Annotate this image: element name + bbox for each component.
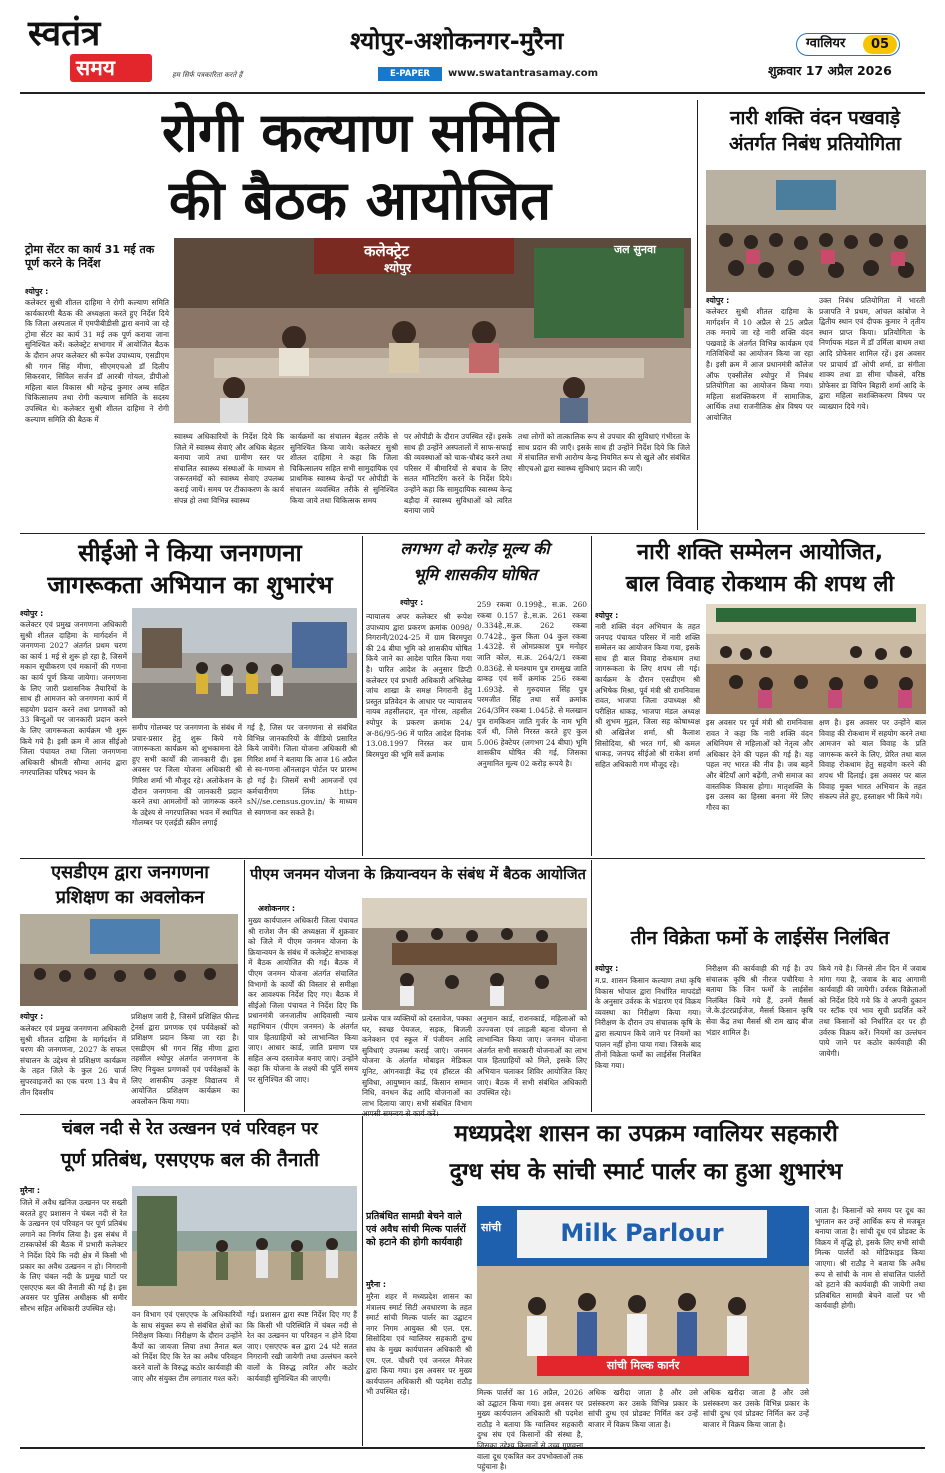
sammelan-col-2: इस अवसर पर पूर्व मंत्री श्री रामनिवास रावत ने कहा कि नारी शक्ति वंदन अधिनियम से महिलाओं को नेतृत्व और अधिकार देने की पहल की गई है। यह पहल नए भारत की नीव है। जब बहनें और बेटियाँ आगे बढ़ेंगी, तभी समाज का वास्तविक विकास होगा। मातृशक्ति के इस उत्सव का हिस्सा बनना मेरे लिए गौरव का [706,718,813,812]
col-rule [591,860,592,1112]
masthead [0,0,945,92]
sdm-photo [20,914,238,1006]
sdm-col-1: कलेक्टर एवं प्रमुख जनगणना अधिकारी सुश्री शीतल दाहिमा के मार्गदर्शन में चरण की जनगणना, 2027 के सफल संचालन के उद्देश्य से प्रशिक्षण कार्यक्रम के तहत जिले के कुल 26 चार्ज सुपरवाइजरों का एक चरण 13 बैच में तीन दिवसीय [20,1024,126,1097]
chambal-col-1: जिले में अवैध खनिज उत्खनन पर सख्ती बरतते हुए प्रशासन ने चंबल नदी से रेत के उत्खनन एवं परिवहन पर पूर्ण प्रतिबंध लगाने का निर्णय लिया है। इस संबंध में टास्कफोर्स की बैठक में प्रभारी कलेक्टर ने निर्देश दिये कि नदी क्षेत्र में किसी भी प्रकार का अवैध उत्खनन न हो। निगरानी के लिए चंबल नदी के प्रमुख घाटों पर एसएएफ बल की तैनाती की गई है। इस अवसर पर पुलिस अधीक्षक श्री समीर सौरभ सहित अधिकारी उपस्थित रहे। [20,1198,127,1313]
land-headline-2: भूमि शासकीय घोषित [413,565,537,584]
ceo-col-2: समीप गोलम्बर पर जनगणना के संबंध में प्रचार-प्रसार हेतु शुरू किये गये जागरूकता कार्यक्रम को शुभकामना देते हुए सभी कार्यों की जानकारी दी। इस अवसर पर जिला योजना अधिकारी श्री गिरिश शर्मा भी मौजूद रहे। अलोकेशन के दौरान जनगणना की जानकारी प्रदान करने तथा आमलोगों को जागरूक करने के उद्देश्य से नगरपालिका भवन में स्थापित गोलम्बर पर एलईडी स्क्रीन लगाई [132,723,242,828]
sammelan-col-1: नारी शक्ति वंदन अभियान के तहत जनपद पंचायत परिसर में नारी शक्ति सम्मेलन का आयोजन किया गया, इसके साथ ही बाल विवाह रोकथाम तथा जागरूकता के लिए शपथ ली गई। कार्यक्रम के दौरान एसडीएम श्री अभिषेक मिश्रा, पूर्व मंत्री श्री रामनिवास रावत, भाजपा जिला उपाध्यक्ष श्री परीक्षित धाकड़, भाजपा मंडल अध्यक्ष श्री शुभम मुद्गल, जिला सह कोषाध्यक्ष श्री अखिलेश शर्मा, श्री कैलाश सिसोदिया, श्री भरत गर्ग, श्री कमल धाकड़, जनपद सीईओ श्री राकेश शर्मा सहित अधिकारी गण मौजूद रहे। [595,622,700,769]
ceo-headline-2: जागरूकता अभियान का शुभारंभ [47,571,333,599]
parlour-brand: सांची [481,1221,502,1234]
epaper-label: E-PAPER [378,67,442,81]
janman-photo [362,898,587,1010]
license-col-3: किये गये है। जिनसे तीन दिन में जवाब मांगा गया है, जवाब के बाद आगामी कार्यवाही की जायेगी। उर्वरक विक्रेताओं को निर्देश दिये गये कि वे अपनी दुकान पर स्टॉक एवं भाव सूची प्रदर्शित करें तथा किसानों को निर्धारित दर पर ही उर्वरक विक्रय करें। नियमों का उल्लंघन पाये जाने पर कठोर कार्यवाही की जायेगी। [819,964,926,1058]
license-headline: तीन विक्रेता फर्मो के लाईसेंस निलंबित [630,927,890,949]
col-rule [362,536,363,856]
sanchi-col-3: अधिक खरीदा जाता है और उसे प्रसंस्करण कर उसके विभिन्न प्रकार के सांची दुग्ध एवं प्रोडक्ट निर्मित कर उन्हें बाजार में विक्रय किया जाता है। [588,1388,698,1429]
sammelan-dateline: श्योपुर : [595,611,619,620]
lead-col-2: स्वास्थ्य अधिकारियों के निर्देश दिये कि जिले में स्वास्थ्य सेवाएं और अधिक बेहतर बनाया जाये तथा ग्रामीण स्तर पर संचालित स्वास्थ्य संस्थाओं के माध्यम से जरूरतमंदों को स्वास्थ्य सेवाएं उपलब्ध कराई जायें। समय पर टीकाकरण के कार्य संपन्न हो तथा विभिन्न स्वास्थ्य [174,432,284,505]
janman-col-1: मुख्य कार्यपालन अधिकारी जिला पंचायत श्री राजेश जैन की अध्यक्षता में शुक्रवार को जिले में पीएम जनमन योजना के क्रियान्वयन के संबंध में कलेक्ट्रेट सभाकक्ष में बैठक आयोजित की गई। बैठक में पीएम जनमन योजना अंतर्गत संचालित विभागों के कार्यों की विस्तार से समीक्षा कर आवश्यक निर्देश दिए गए। बैठक में सीईओ जिला पंचायत ने निर्देश दिए कि प्रधानमंत्री जनजातीय आदिवासी न्याय महाभियान (पीएम जनमन) के अंतर्गत पात्र हितग्राहियों को लाभान्वित किया जाए। आधार कार्ड, जाति प्रमाण पत्र सहित अन्य दस्तावेज बनाए जाएं। उन्होंने कहा कि योजना के लक्ष्यों की पूर्ति समय पर सुनिश्चित की जाए। [248,916,358,1084]
lead-col-4: पर ओपीडी के दौरान उपस्थित रहें। इसके साथ ही उन्होंने अस्पतालों में साफ-सफाई की व्यवस्थाओं को चाक-चौबंद करने तथा परिसर में बीमारियों से बचाव के लिए सतत मॉनिटरिंग करने के निर्देश दिये। उन्होंने कहा कि सामुदायिक स्वास्थ्य केन्द्र बड़ौदा में स्वास्थ्य सुविधाओं को त्वरित बनाया जाये [404,432,512,516]
footer-rule [20,1447,925,1449]
sammelan-photo [706,604,926,714]
masthead-rule [20,92,925,94]
lead-col-1: कलेक्टर सुश्री शीतल दाहिमा ने रोगी कल्याण समिति कार्यकारणी बैठक की अध्यक्षता करते हुए निर्देश दिये कि जिला अस्पताल में एमपीबीडीसी द्वारा बनाये जा रहे ट्रोमा सेंटर का कार्य 31 मई तक पूर्ण कराया जाना सुनिश्चित करें। कलेक्ट्रेट सभागार में आयोजित बैठक के दौरान अपर कलेक्टर श्री रूपेश उपाध्याय, एसडीएम श्री गगन सिंह मीणा, सीएमएचओ डॉ दिलीप सिकरवार, सिविल सर्जन डॉ आरबी गोयल, डीपीओ महिला बाल विकास श्री महेन्द्र कुमार अम्ब सहित चिकित्सालय तथा रोगी कल्याण समिति के सदस्य उपस्थित थे। कलेक्टर सुश्री शीतल दाहिमा ने रोगी कल्याण समिति की बैठक में [25,298,169,424]
col-rule [244,860,245,1112]
sanchi-col-1: मुरैना शहर में मध्यप्रदेश शासन का मंत्रालय स्मार्ट सिटी अवधारणा के तहत स्मार्ट सांची मिल्क पार्लर का उद्घाटन नगर निगम आयुक्त श्री एल. एस. सिसोदिया एवं ग्वालियर सहकारी दुग्ध संघ के मुख्य कार्यपालन अधिकारी श्री एम. एल. चौधरी एवं जनरल मैनेजर द्वारा किया गया। इस अवसर पर मुख्य कार्यपालन अधिकारी श्री पदमेश राठौड़ भी उपस्थित रहे। [366,1292,472,1397]
rally-photo [132,608,357,718]
nari-essay-col-2: उक्त निबंध प्रतियोगिता में भारती प्रजापति ने प्रथम, आंचल कांबोज ने द्वितीय स्थान एवं दीपक कुमार ने तृतीय स्थान प्राप्त किया। प्रतियोगिता के निर्णायक मंडल में डॉ उर्मिला बाथम तथा आदि प्रोफेसर शामिल रहें। इस अवसर पर प्राचार्य डॉ ओपी शर्मा, डा संगीता शाक्य तथा डा सीमा चौकसे, वरिष्ठ प्रोफेसर डा विपिन बिहारी शर्मा आदि के द्वारा महिला सशक्तिकरण विषय पर व्याख्यान दिये गये। [819,296,925,411]
parlour-sign: Milk Parlour [560,1219,724,1247]
license-col-2: निरीक्षण की कार्यवाही की गई है। उप संचालक कृषि श्री नीरज पचौरिया ने बताया कि जिन फर्मों के लाईसेंस निलंबित किये गये हैं, उनमें मैसर्स जे.के.इंटरप्राईजेज, मैसर्स किसान कृषि सेवा केंद्र तथा मैसर्स श्री राम खाद बीज भंडार शामिल है। [706,964,813,1037]
essay-photo [706,170,926,292]
sanchi-col-3b: अधिक खरीदा जाता है और उसे प्रसंस्करण कर उसके विभिन्न प्रकार के सांची दुग्ध एवं प्रोडक्ट निर्मित कर उन्हें बाजार में विक्रय किया जाता है। [703,1388,809,1429]
janman-dateline: अशोकनगर : [258,904,296,913]
row-rule-3 [20,1114,925,1115]
lead-headline-2: की बैठक आयोजित [168,169,552,232]
nari-essay-dateline: श्योपुर : [706,296,730,305]
col-rule [697,100,698,530]
nari-essay-col-1: कलेक्टर सुश्री शीतल दाहिमा के मार्गदर्शन में 10 अप्रैल से 25 अप्रैल तक मनाये जा रहे नारी शक्ति वंदन पखवाड़े के अंतर्गत विभिन्न कार्यक्रम एवं गतिविधियों का आयोजन किया जा रहा है। इसी क्रम में आज प्रधानमंत्री कॉलेज ऑफ एक्सीलेंस श्योपुर में निबंध प्रतियोगिता का आयोजन किया गया। महिला सशक्तिकरण में सामाजिक, आर्थिक तथा राजनीतिक क्षेत्र विषय पर आयोजित [706,307,813,422]
meeting-photo [174,238,691,423]
janman-col-3: अनुमान कार्ड, राशनकार्ड, महिलाओं को उज्ज्वला एवं लाड़ली बहना योजना से लाभान्वित किया जाए। जनमन योजना अंतर्गत सभी सरकारी योजनाओं का लाभ पात्र हितग्राहियों को मिले, इसके लिए अभियान चलाकर शिविर आयोजित किए जाएं। बैठक में सभी संबंधित अधिकारी उपस्थित रहे। [477,1014,587,1098]
sanchi-col-2: मिल्क पार्लरों का 16 अप्रैल, 2026 को उद्घाटन किया गया। इस अवसर पर मुख्य कार्यपालन अधिकारी श्री पदमेश राठौड़ ने बताया कि ग्वालियर सहकारी दुग्ध संघ एवं किसानों की संस्था है, जिसका उद्देश्य किसानों से उच्च गुणवत्ता वाला दूध एकत्रित कर उपभोक्ताओं तक पहुंचाना है। [477,1388,583,1472]
janman-headline: पीएम जनमन योजना के क्रियान्वयन के संबंध में बैठक आयोजित [250,867,586,883]
slogan: हम सिर्फ पत्रकारिता करते हैं [172,71,243,79]
nari-essay-headline-1: नारी शक्ति वंदन पखवाड़े [729,107,901,129]
edition-title: श्योपुर-अशोकनगर-मुरैना [350,27,564,55]
ceo-photo [132,608,357,718]
land-col-1: न्यायालय अपर कलेक्टर श्री रूपेश उपाध्याय द्वारा प्रकरण क्रमांक 0098/निगरानी/2024-25 में ग्राम बिरमपुरा की 24 बीघा भूमि को शासकीय घोषित किये जाने का आदेश पारित किया गया है। पारित आदेश के अनुसार डिप्टी कलेक्टर एवं प्रभारी अधिकारी अभिलेख जांच शाखा के समक्ष निगरानी हेतु प्रस्तुत प्रतिवेदन के आधार पर न्यायालय नायब तहसीलदार, वृत गोरस, तहसील श्योपुर के प्रकरण क्रमांक 24/अ-86/95-96 में पारित आदेश दिनांक 13.08.1997 निरस्त कर ग्राम बिरमपुरा की भूमि सर्वे क्रमांक [366,612,472,759]
sdm-col-2: प्रशिक्षण जारी है, जिसमें प्रशिक्षित फील्ड ट्रेनर्स द्वारा प्रगणक एवं पर्यवेक्षकों को प्रशिक्षण प्रदान किया जा रहा है। एसडीएम श्री गगन सिंह मीणा द्वारा तहसील श्योपुर अंतर्गत जनगणना के लिए नियुक्त प्रगणकों एवं पर्यवेक्षकों के लिए शासकीय उत्कृष्ट विद्यालय में आयोजित प्रशिक्षण कार्यक्रम का अवलोकन किया गया। [131,1012,239,1106]
chambal-col-3: गई। प्रशासन द्वारा स्पष्ट निर्देश दिए गए हैं कि किसी भी परिस्थिति में चंबल नदी से रेत का उत्खनन या परिवहन न होने दिया जाए। एसएएफ बल द्वारा 24 घंटे सतत निगरानी रखी जायेगी तथा उल्लंघन करने वालों के विरुद्ध त्वरित और कठोर कार्यवाही सुनिश्चित की जाएगी। [247,1310,357,1383]
sanchi-side-sub: प्रतिबंधित सामग्री बेचने वाले एवं अवैध सांची मिल्क पार्लरों को हटाने की होगी कार्यवाही [366,1211,466,1248]
ceo-dateline: श्योपुर : [20,609,44,618]
boardroom-photo [362,898,587,1010]
photo-banner-line-1: कलेक्ट्रेट [364,242,409,260]
sammelan-headline-1: नारी शक्ति सम्मेलन आयोजित, [636,540,884,565]
hall-photo [706,604,926,714]
chambal-col-2: वन विभाग एवं एसएएफ के अधिकारियों के साथ संयुक्त रूप से संबंधित क्षेत्रों का निरीक्षण किया। निरीक्षण के दौरान उन्होंने कैंपों का जायजा लिया तथा तैनात बल को निर्देश दिए कि रेत का अवैध परिवहन करने वालों के विरुद्ध कठोर कार्यवाही की जाए और संयुक्त टीम लगातार गश्त करें। [132,1310,242,1383]
lead-dateline: श्योपुर : [25,287,49,296]
lead-col-5: तथा लोगों को तात्कालिक रूप से उपचार की सुविधाएं गंभीरता के साथ प्रदान की जाएँ। इसके साथ ही उन्होंने निर्देश दिये कि जिले में संचालित सभी आरोग्य केन्द्र नियमित रूप से खुले और संबंधित सीएचओ द्वारा स्वास्थ्य सुविधाएं प्रदान की जाएँ। [518,432,690,473]
ceo-col-1: कलेक्टर एवं प्रमुख जनगणना अधिकारी सुश्री शीतल दाहिमा के मार्गदर्शन में जनगणना 2027 अंतर्गत प्रथम चरण का कार्य 1 मई से शुरू हो रहा है, जिसमें मकान सूचीकरण एवं मकानों की गणना का कार्य पूर्ण किया जायेगा। जनगणना के लिए जारी प्रशासनिक तैयारियों के साथ ही आमजन को जनगणना कार्य में सहयोग प्रदान करने तथा प्रगणकों को 33 बिन्दुओं पर जानकारी प्रदान करने के लिए जागरूकता कार्यक्रम भी शुरू किये गये है। इसी क्रम में आज सीईओ जिला पंचायत तथा जिला जनगणना अधिकारी श्रीमती सौम्या आनंद द्वारा नगरपालिका परिषद भवन के [20,620,127,778]
parlour-banner: सांची मिल्क कार्नर [606,1359,680,1372]
chambal-photo [132,1186,357,1306]
chambal-headline-1: चंबल नदी से रेत उत्खनन एवं परिवहन पर [62,1119,318,1139]
photo-banner-line-2: श्योपुर [384,261,411,275]
ceo-headline-1: सीईओ ने किया जनगणना [78,539,302,567]
license-dateline: श्योपुर : [595,964,619,973]
ceo-col-3: गई है, जिस पर जनगणना से संबंधित विभिन्न जानकारियों के वीडियो प्रसारित किये जायेंगे। जिला योजना अधिकारी श्री गिरिश शर्मा ने बताया कि आज 16 अप्रैल से स्व-गणना ऑनलाइन पोर्टल पर प्रारम्भ हो गई है। जिसमें सभी आमजनों एवं कर्मचारीगण लिंक http-sN//se.census.gov.in/ के माध्यम से स्वगणना कर सकते है। [247,723,357,817]
sdm-headline-2: प्रशिक्षण का अवलोकन [55,887,205,908]
logo-bottom: समय [76,56,115,80]
janman-col-2: प्रत्येक पात्र व्यक्तियों को दस्तावेज, पक्का घर, स्वच्छ पेयजल, सड़क, बिजली कनेक्शन एवं स्कूल में पंजीयन आदि सुविधाएं उपलब्ध कराई जाएं। जनमन योजना के अंतर्गत मोबाइल मेडिकल यूनिट, आंगनवाड़ी केंद्र एवं हॉस्टल की सुविधा, आयुष्मान कार्ड, किसान सम्मान निधि, वनधन केंद्र आदि योजनाओं का लाभ दिलाया जाए। सभी संबंधित विभाग आपसी समन्वय से कार्य करें। [362,1014,472,1119]
col-rule [362,1116,363,1446]
sdm-dateline: श्योपुर : [20,1012,44,1021]
page-number: 05 [870,37,890,52]
sanchi-headline-2: दुग्ध संघ के सांची स्मार्ट पार्लर का हुआ शुभारंभ [449,1159,843,1185]
nari-essay-headline-2: अंतर्गत निबंध प्रतियोगिता [729,133,901,155]
row-rule-2 [20,858,925,859]
sanchi-dateline: मुरैना : [366,1280,387,1289]
logo-top: स्वतंत्र [28,14,101,54]
license-col-1: म.प्र. शासन किसान कल्याण तथा कृषि विकास भोपाल द्वारा निर्धारित मापदंडों के अनुसार उर्वरक के भंडारण एवं विक्रय व्यवस्था का निरीक्षण किया गया। निरीक्षण के दौरान उप संचालक कृषि के द्वारा सत्यापन किये जाने पर नियमों का पालन नहीं होना पाया गया। जिसके बाद तीनों विक्रेता फर्मों का लाईसेंस निलंबित किया गया। [595,976,701,1070]
land-dateline: श्योपुर : [400,598,424,607]
col-rule [591,536,592,856]
row-rule-1 [20,533,925,534]
photo-tag: जल सुनवा [614,243,656,256]
sanchi-headline-1: मध्यप्रदेश शासन का उपक्रम ग्वालियर सहकारी [454,1121,838,1147]
sdm-headline-1: एसडीएम द्वारा जनगणना [51,862,209,883]
chambal-headline-2: पूर्ण प्रतिबंध, एसएएफ बल की तैनाती [60,1149,320,1171]
issue-date: शुक्रवार 17 अप्रैल 2026 [768,63,892,78]
classroom-photo [706,170,926,292]
city-label: ग्वालियर [806,36,846,51]
river-photo [132,1186,357,1306]
website-link[interactable]: www.swatantrasamay.com [448,68,599,79]
training-photo [20,914,238,1006]
sanchi-photo [477,1206,809,1384]
land-col-2: 259 रकबा 0.199हे., स.क्र. 260 रकबा 0.157 हे.,स.क्र. 261 रकबा 0.334हे.,स.क्र. 262 रकबा 0.742हे., कुल किता 04 कुल रकबा 1.432हे. से ओमप्रकाश पुत्र मनोहर जाति कोल, स.क्र. 264/2/1 रकबा 0.836हे. से घनश्याम पुत्र रामसुख जाति ढाकड़ एवं सर्वे क्रमांक 256 रकबा 1.693हे. से गुरुदयाल सिंह पुत्र परमजीत सिंह तथा सर्वे क्रमांक 264/3मिन रकबा 1.045हे. से मलखान पुत्र रामकिशन जाति गुर्जर के नाम भूमि दर्ज थी, जिसे निरस्त करते हुए कुल 5.006 हेक्टेयर (लगभग 24 बीघा) भूमि शासकीय घोषित की गई, जिसका अनुमानित मूल्य 02 करोड़ रूपये है। [477,600,587,768]
sammelan-headline-2: बाल विवाह रोकथाम की शपथ ली [625,572,895,597]
lead-photo [174,238,691,423]
land-headline-1: लगभग दो करोड़ मूल्य की [400,539,550,558]
lead-subheadline: ट्रोमा सेंटर का कार्य 31 मई तक पूर्ण करने के निर्देश [25,243,155,270]
lead-headline-1: रोगी कल्याण समिति [161,101,559,164]
sanchi-col-4: जाता है। किसानों को समय पर दूध का भुगतान कर उन्हें आर्थिक रूप से मजबूत बनाया जाता है। सांची दूध एवं प्रोडक्ट के विक्रय में वृद्धि हो, इसके लिए सभी सांची मिल्क पार्लरों को मोडिफाइड किया जाएगा। श्री राठौड़ ने बताया कि अवैध रूप से सांची के नाम से संचालित पार्लरों को हटाने की कार्यवाही की जायेगी तथा प्रतिबंधित सामग्री बेचने वालों पर भी कार्यवाही होगी। [815,1206,925,1311]
sammelan-col-3: क्षण है। इस अवसर पर उन्होंने बाल विवाह की रोकथाम में सहयोग करने तथा आमजन को बाल विवाह के प्रति जागरूक करने के लिए, प्रेरित तथा बाल विवाह रोकथाम हेतु सहयोग करने की शपथ भी दिलाई। इस अवसर पर बाल विवाह मुक्त भारत अभियान के तहत संकल्प लेते हुए, हस्ताक्षर भी किये गये। [819,718,926,802]
lead-col-3: कार्यक्रमों का संचालन बेहतर तरीके से सुनिश्चित किया जाये। कलेक्टर सुश्री शीतल दाहिमा ने कहा कि जिला चिकित्सालय सहित सभी सामुदायिक एवं प्राथमिक स्वास्थ्य केन्द्रों पर ओपीडी के संचालन व्यवस्थित तरीके से सुनिश्चित किया जाये तथा चिकित्सक समय [290,432,398,505]
chambal-dateline: मुरैना : [20,1186,41,1195]
